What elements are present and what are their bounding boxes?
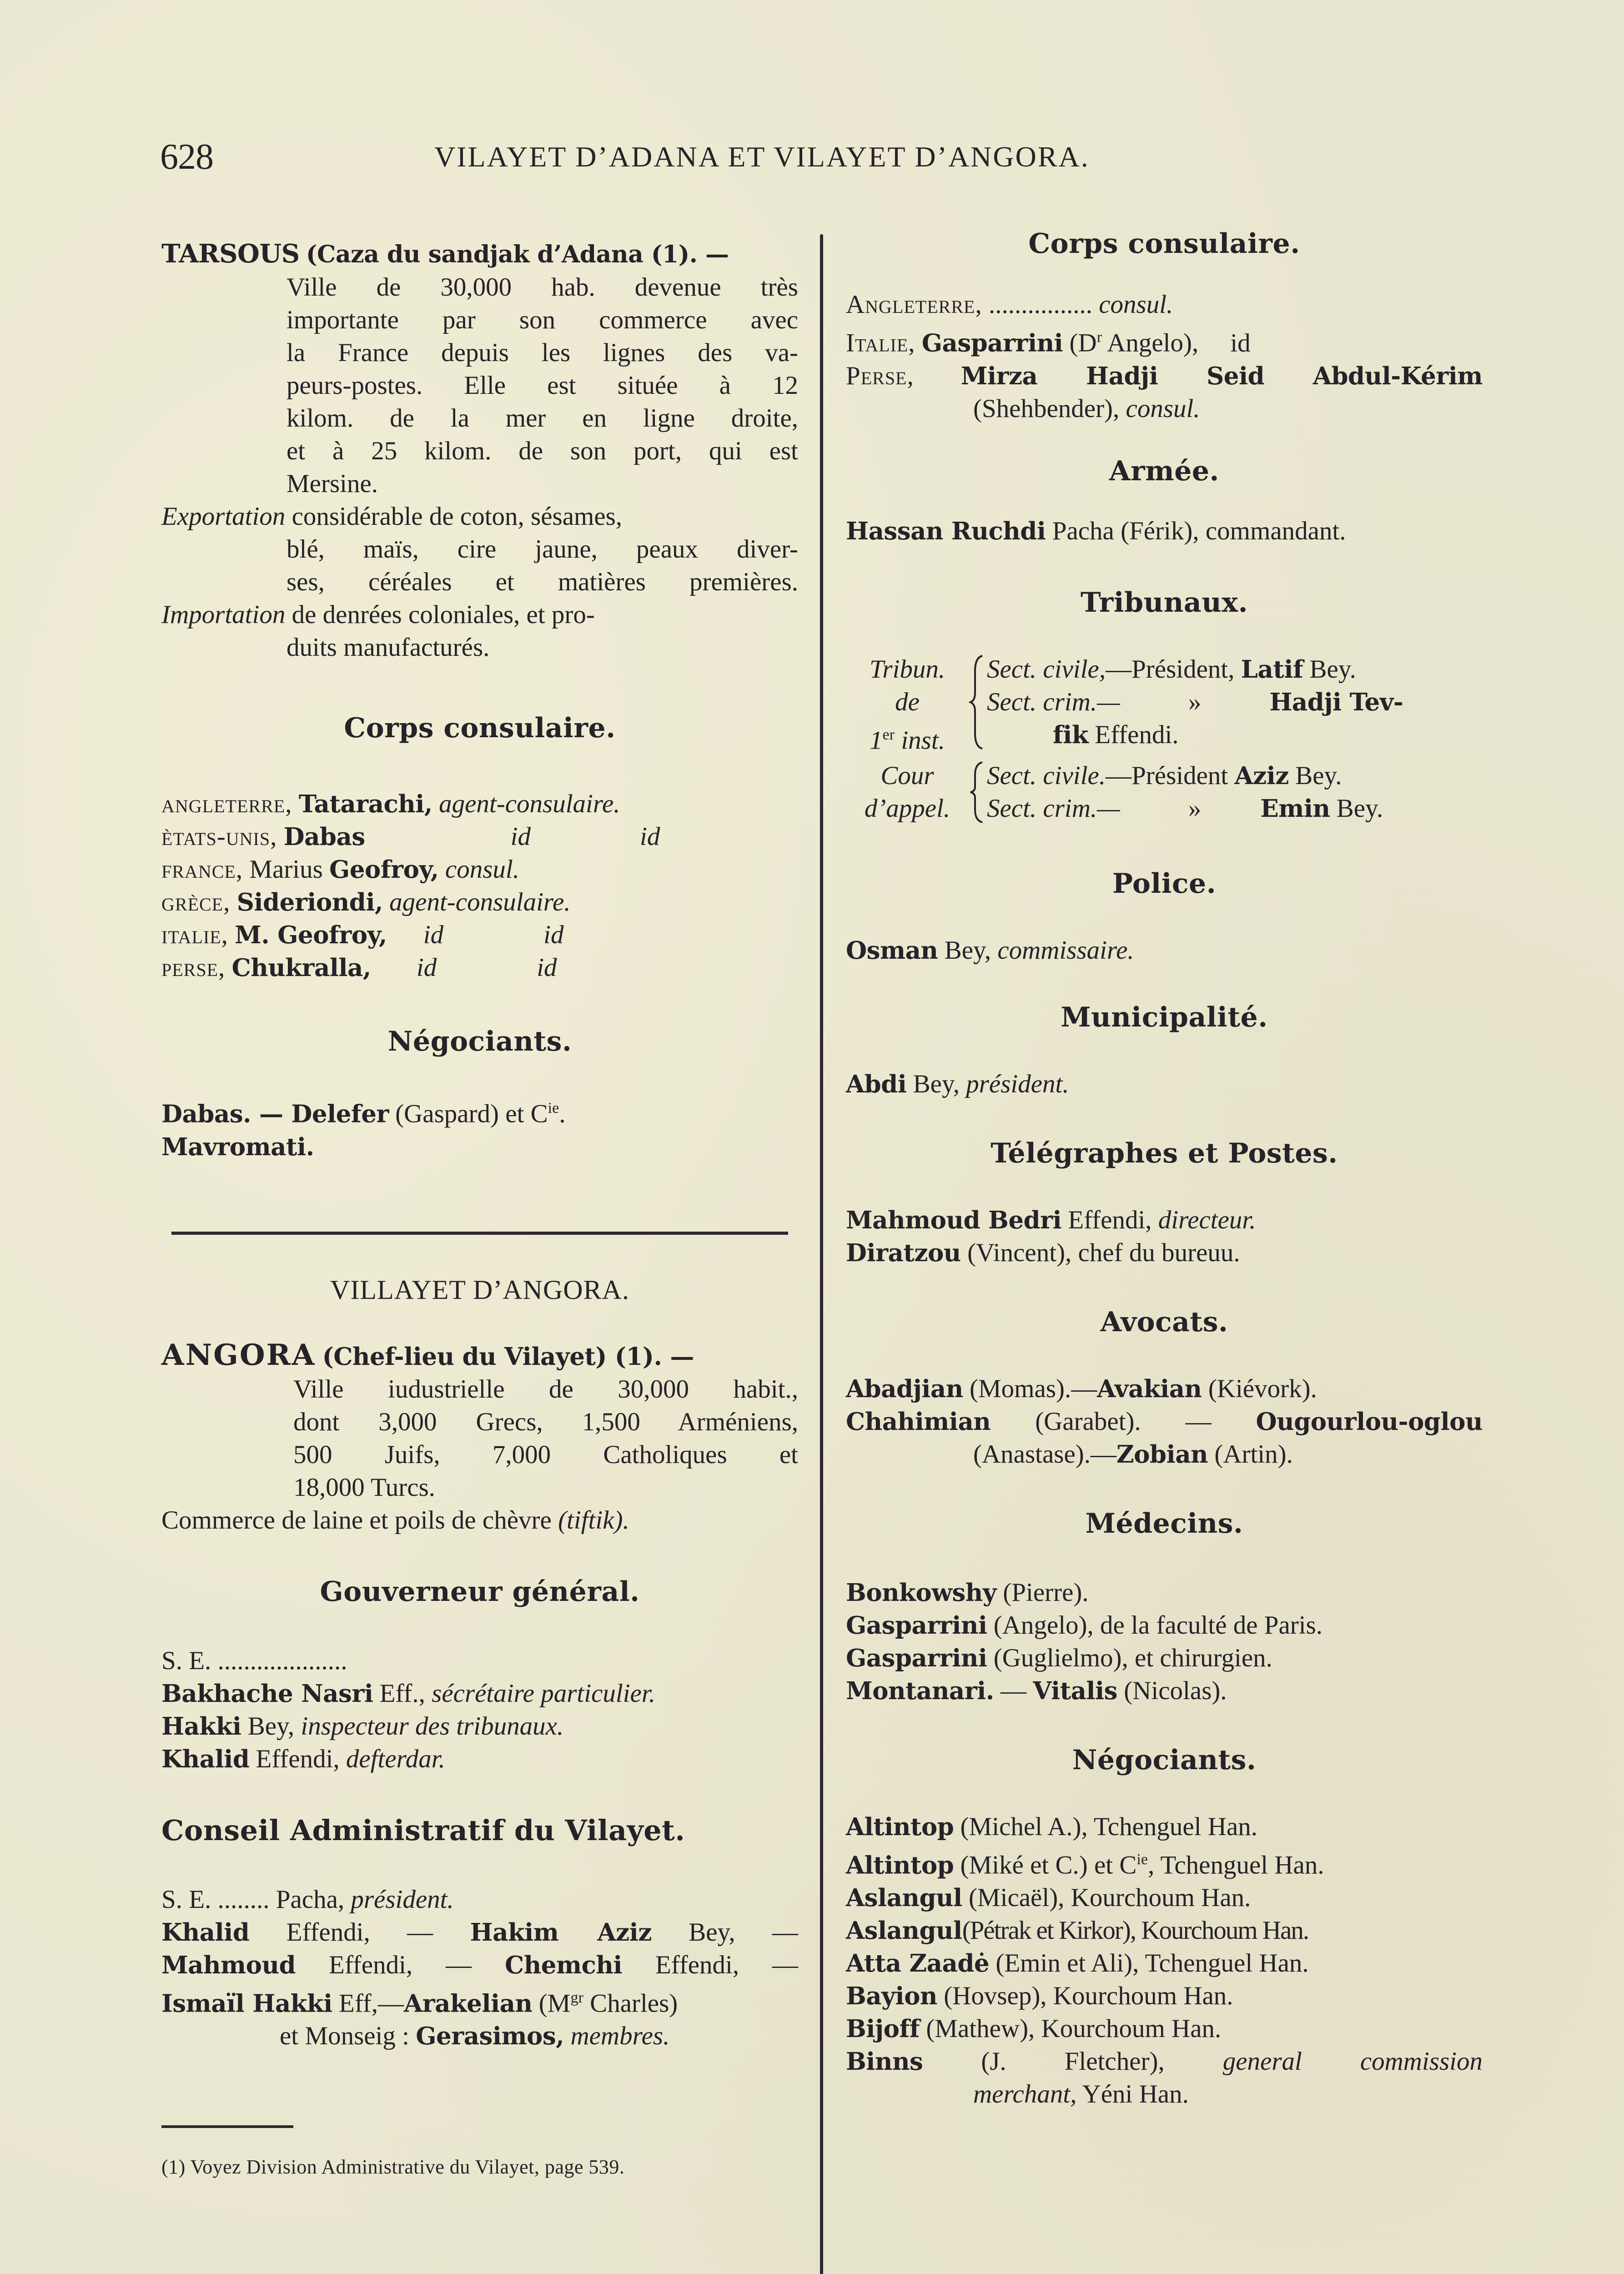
export-line: blé, maïs, cire jaune, peaux diver- xyxy=(287,535,798,563)
medecins-list xyxy=(846,1576,1483,1707)
negociant-row: Binns (J. Fletcher), general commission xyxy=(846,2047,1483,2076)
export-line: ses, céréales et matières premières. xyxy=(287,568,798,596)
municipalite-entry: Abdi Bey, président. xyxy=(846,1069,1069,1098)
armee-entry: Hassan Ruchdi Pacha (Férik), commandant. xyxy=(846,516,1346,545)
tarsous-desc-line: Ville de 30,000 hab. devenue très xyxy=(287,273,798,302)
consul-row: grèce, Sideriondi, agent-consulaire. xyxy=(161,888,571,916)
section-heading-negociants: Négociants. xyxy=(1072,1744,1257,1776)
consul-row: angleterre, Tatarachi, agent-consulaire. xyxy=(161,790,620,818)
brace-icon xyxy=(969,653,987,760)
tarsous-desc-line: Mersine. xyxy=(287,469,378,498)
brace-icon xyxy=(969,760,987,833)
negociant-row: Aslangul(Pétrak et Kirkor), Kourchoum Han. xyxy=(846,1916,1309,1945)
section-heading-police: Police. xyxy=(1112,867,1217,900)
consuls-list xyxy=(161,788,798,984)
section-heading-municipalite: Municipalité. xyxy=(1061,1001,1268,1033)
negociant-row: Bayion (Hovsep), Kourchoum Han. xyxy=(846,1982,1233,2011)
consul-row: italie, M. Geofroy, id id xyxy=(161,921,564,949)
tribunaux-table: Tribun. de 1er inst. Sect. civile,—Président, Latif Bey. Sect. crim.— » Hadji Tev- fik Effendi. Cour d’appel. Sect. civile.—Président Aziz Bey. Sect. crim.— » Emin Bey. xyxy=(846,653,1483,833)
consul-row: perse, Chukralla, id id xyxy=(161,953,557,982)
negociant-row: Aslangul (Micaël), Kourchoum Han. xyxy=(846,1883,1251,1912)
tarsous-caza: (Caza du sandjak d’Adana (1). — xyxy=(306,241,729,268)
tarsous-desc-line: la France depuis les lignes des va- xyxy=(287,338,798,367)
medecin-row: Montanari. — Vitalis (Nicolas). xyxy=(846,1676,1227,1705)
import-label: Importation xyxy=(161,600,286,629)
page-number: 628 xyxy=(160,137,213,177)
tarsous-entry xyxy=(161,237,798,664)
consuls-list: Angleterre, ................ consul. Italie, Gasparrini ($D^r$ Angelo), id Perse, Mirza Hadji Seid Abdul-Kérim (Shehbender), consul. xyxy=(846,290,1483,423)
section-heading-avocats: Avocats. xyxy=(1100,1306,1228,1338)
avocats-list: Abadjian (Momas).—Avakian (Kiévork). Chahimian (Garabet). — Ougourlou-oglou (Anastase).—Zobian (Artin). xyxy=(846,1374,1483,1469)
gouverneur-list: S. E. .................... Bakhache Nasri Eff., sécrétaire particulier. Hakki Bey, inspecteur des tribunaux. Khalid Effendi, defterdar. xyxy=(161,1646,655,1773)
angora-name: ANGORA xyxy=(161,1338,316,1372)
consul-row: france, Marius Geofroy, consul. xyxy=(161,855,519,884)
police-entry: Osman Bey, commissaire. xyxy=(846,936,1134,965)
column-divider xyxy=(820,234,823,2274)
negociant-row: Bijoff (Mathew), Kourchoum Han. xyxy=(846,2014,1222,2043)
negociants-list: Dabas. — Delefer (Gaspard) et $C^{ie}$. Mavromati. xyxy=(161,1099,566,1161)
negociants-list: Altintop (Michel A.), Tchenguel Han. Altintop (Miké et C.) et $C^{ie}$, Tchenguel Han. Aslangul (Micaël), Kourchoum Han. Aslangul(Pétrak et Kirkor), Kourchoum Han. Atta Zaadė (Emin et Ali), Tchenguel Han. Bayion (Hovsep), Kourchoum Han. Bijoff (Mathew), Kourchoum Han. Binns (J. Fletcher), general commission merchant, Yéni Han. xyxy=(846,1811,1483,2111)
section-heading-corps-consulaire: Corps consulaire. xyxy=(344,712,616,744)
medecin-row: Gasparrini (Guglielmo), et chirurgien. xyxy=(846,1643,1272,1672)
right-column xyxy=(846,227,1483,2111)
tarsous-desc-line: kilom. de la mer en ligne droite, xyxy=(287,404,798,433)
tarsous-name: TARSOUS xyxy=(161,239,300,269)
footnote: (1) Voyez Division Administrative du Vilayet, page 539. xyxy=(161,2156,625,2178)
tarsous-desc-line: peurs-postes. Elle est située à 12 xyxy=(287,371,798,400)
angora-entry: ANGORA (Chef-lieu du Vilayet) (1). — Ville iudustrielle de 30,000 habit., dont 3,000 Grecs, 1,500 Arméniens, 500 Juifs, 7,000 Catholiques et 18,000 Turcs. Commerce de laine et poils de chèvre (tiftik). xyxy=(161,1338,798,1534)
section-title-villayet-angora: VILLAYET D’ANGORA. xyxy=(330,1274,629,1305)
section-heading-conseil: Conseil Administratif du Vilayet. xyxy=(161,1813,685,1847)
section-heading-telegraphes: Télégraphes et Postes. xyxy=(990,1137,1338,1169)
section-heading-corps-consulaire: Corps consulaire. xyxy=(1028,228,1300,260)
telegraphes-list: Mahmoud Bedri Effendi, directeur. Diratzou (Vincent), chef du bureuu. xyxy=(846,1205,1256,1267)
medecin-row: Gasparrini (Angelo), de la faculté de Paris. xyxy=(846,1610,1323,1640)
negociant-row: Atta Zaadė (Emin et Ali), Tchenguel Han. xyxy=(846,1949,1309,1978)
footnote-rule xyxy=(161,2125,293,2128)
export-label: Exportation xyxy=(161,502,286,531)
negociant-row: Altintop (Michel A.), Tchenguel Han. xyxy=(846,1812,1257,1841)
section-heading-medecins: Médecins. xyxy=(1085,1507,1243,1539)
import-line: duits manufacturés. xyxy=(287,633,490,662)
negociant-row: Altintop (Miké et C.) et $C^{ie}$, Tchenguel Han. xyxy=(846,1851,1324,1880)
section-rule xyxy=(171,1232,788,1235)
consul-row: ètats-unis, Dabas id id xyxy=(161,822,660,851)
running-title: VILAYET D’ADANA ET VILAYET D’ANGORA. xyxy=(434,141,1090,173)
tarsous-desc-line: et à 25 kilom. de son port, qui est xyxy=(287,437,798,465)
section-heading-gouverneur: Gouverneur général. xyxy=(320,1575,640,1608)
medecin-row: Bonkowshy (Pierre). xyxy=(846,1578,1089,1607)
section-heading-armee: Armée. xyxy=(1109,455,1219,487)
conseil-list: S. E. ........ Pacha, président. Khalid Effendi, — Hakim Aziz Bey, — Mahmoud Effendi, — Chemchi Effendi, — Ismaïl Hakki Eff,—Arakelian ($M^{gr}$ Charles) et Monseig : Gerasimos, membres. xyxy=(161,1885,799,2051)
section-heading-negociants: Négociants. xyxy=(387,1026,572,1057)
export-text: considérable de coton, sésames, xyxy=(292,502,623,531)
section-heading-tribunaux: Tribunaux. xyxy=(1080,586,1248,619)
left-column xyxy=(161,227,798,2183)
import-text: de denrées coloniales, et pro- xyxy=(292,600,595,629)
tarsous-desc-line: importante par son commerce avec xyxy=(287,306,798,334)
